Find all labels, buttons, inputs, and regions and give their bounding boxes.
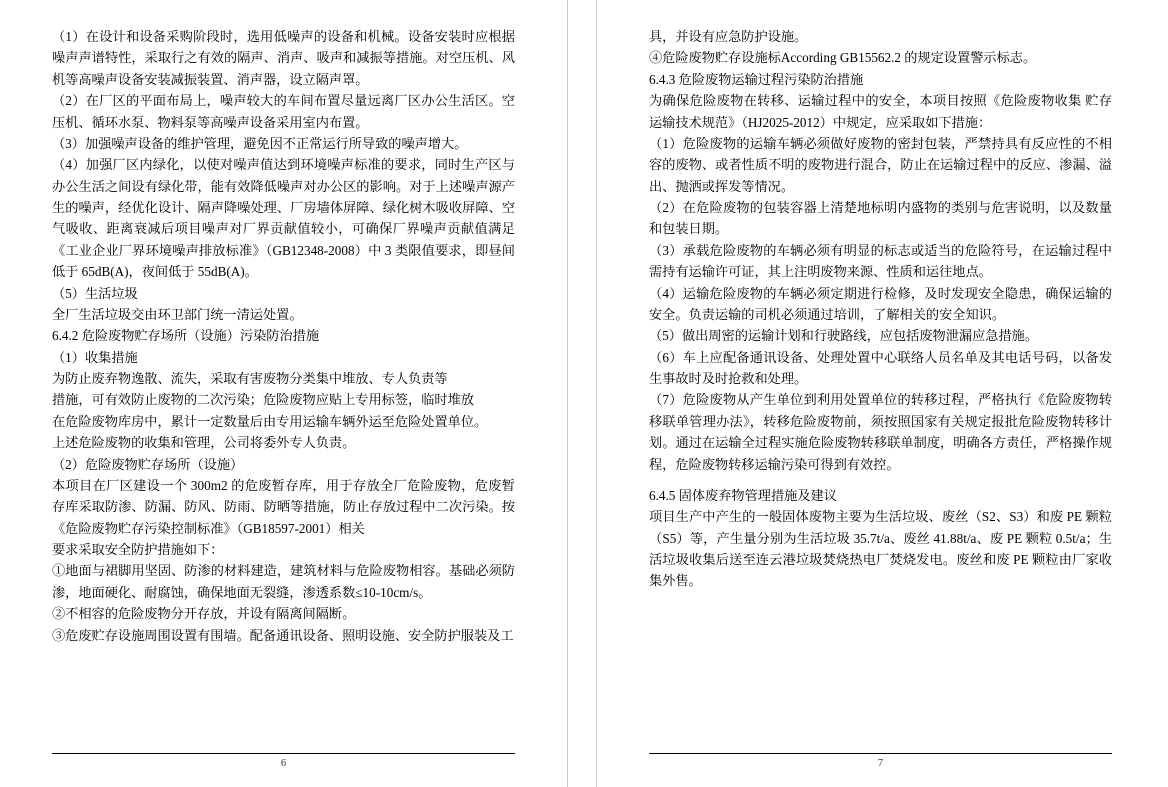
paragraph: （1）收集措施: [52, 349, 138, 365]
page-right-footer: [649, 753, 1112, 769]
paragraph: （6）车上应配备通讯设备、处理处置中心联络人员名单及其电话号码，以备发生事故时及时抢救和处理。: [649, 349, 1112, 386]
paragraph: （7）危险废物从产生单位到利用处置单位的转移过程，严格执行《危险废物转移联单管理办法》，转移危险废物前，须按照国家有关规定报批危险废物转移计划。通过在运输全过程实施危险废物转移联单制度，明确各方责任，严格操作规程，危险废物转移运输污染可得到有效控。: [649, 392, 1112, 472]
paragraph: 项目生产中产生的一般固体废物主要为生活垃圾、废丝（S2、S3）和废 PE 颗粒（S5）等，产生量分别为生活垃圾 35.7t/a、废丝 41.88t/a、废 PE 颗粒 0.5t/a；生活垃圾收集后送至连云港垃圾焚烧热电厂焚烧发电。废丝和废 PE 颗粒由厂家收集外售。: [649, 509, 1112, 589]
paragraph: ①地面与裙脚用坚固、防渗的材料建造，建筑材料与危险废物相容。基础必须防渗，地面硬化、耐腐蚀，确保地面无裂缝，渗透系数≤10-10cm/s。: [52, 563, 515, 600]
page-right-body: [649, 26, 1112, 592]
footer-divider: [649, 753, 1112, 754]
paragraph: 上述危险废物的收集和管理，公司将委外专人负责。: [52, 435, 356, 451]
paragraph: （1）在设计和设备采购阶段时，选用低噪声的设备和机械。设备安装时应根据噪声声谱特性，采取行之有效的隔声、消声、吸声和减振等措施。对空压机、风机等高噪声设备安装减振装置、消声器，设立隔声罩。: [52, 29, 515, 87]
paragraph: （5）做出周密的运输计划和行驶路线，应包括废物泄漏应急措施。: [649, 328, 1039, 344]
paragraph: ④危险废物贮存设施标According GB15562.2 的规定设置警示标志。: [649, 50, 1037, 66]
paragraph: 措施，可有效防止废物的二次污染；危险废物应贴上专用标签，临时堆放: [52, 392, 474, 408]
paragraph: ②不相容的危险废物分开存放，并设有隔离间隔断。: [52, 606, 356, 622]
paragraph: 要求采取安全防护措施如下：: [52, 542, 224, 557]
page-left-body: [52, 26, 515, 646]
paragraph: （4）运输危险废物的车辆必须定期进行检修，及时发现安全隐患，确保运输的安全。负责运输的司机必须通过培训，了解相关的安全知识。: [649, 285, 1112, 322]
paragraph: 本项目在厂区建设一个 300m2 的危废暂存库，用于存放全厂危险废物，危废暂存库采取防渗、防漏、防风、防雨、防晒等措施，防止存放过程中二次污染。按《危险废物贮存污染控制标准》（GB18597-2001）相关: [52, 477, 515, 536]
paragraph: （2）在危险废物的包装容器上清楚地标明内盛物的类别与危害说明，以及数量和包装日期。: [649, 200, 1112, 237]
paragraph: （5）生活垃圾: [52, 285, 138, 301]
footer-divider: [52, 753, 515, 754]
page-number: 7: [877, 758, 884, 769]
paragraph: （2）危险废物贮存场所（设施）: [52, 456, 244, 472]
spread-gutter: [568, 0, 597, 787]
page-number: 6: [280, 758, 287, 769]
page-left-footer: [52, 753, 515, 769]
paragraph: 在危险废物库房中，累计一定数量后由专用运输车辆外运至危险处置单位。: [52, 413, 488, 429]
page-right: [597, 0, 1168, 787]
section-heading: 6.4.3 危险废物运输过程污染防治措施: [649, 71, 864, 87]
page-left: [0, 0, 568, 787]
paragraph: （3）承载危险废物的车辆必须有明显的标志或适当的危险符号，在运输过程中需持有运输许可证，其上注明废物来源、性质和运往地点。: [649, 242, 1112, 280]
paragraph: （1）危险废物的运输车辆必须做好废物的密封包装，严禁持具有反应性的不相容的废物、或者性质不明的废物进行混合，防止在运输过程中的反应、渗漏、溢出、抛洒或挥发等情况。: [649, 135, 1112, 194]
paragraph: （4）加强厂区内绿化，以使对噪声值达到环境噪声标准的要求，同时生产区与办公生活之间设有绿化带，能有效降低噪声对办公区的影响。对于上述噪声源产生的噪声，经优化设计、隔声降噪处理、厂房墙体屏障、绿化树木吸收屏障、空气吸收、距离衰减后项目噪声对厂界贡献值较小，可确保厂界噪声贡献值满足《工业企业厂界环境噪声排放标准》（GB12348-2008）中 3 类限值要求，即昼间低于 65dB(A)，夜间低于 55dB(A)。: [52, 157, 515, 280]
section-heading: 6.4.5 固体废弃物管理措施及建议: [649, 487, 837, 503]
paragraph: 为防止废弃物逸散、流失，采取有害废物分类集中堆放、专人负责等: [52, 371, 448, 386]
section-heading: 6.4.2 危险废物贮存场所（设施）污染防治措施: [52, 328, 320, 344]
paragraph: 具，并设有应急防护设施。: [649, 29, 808, 44]
paragraph: （3）加强噪声设备的维护管理，避免因不正常运行所导致的噪声增大。: [52, 135, 468, 151]
paragraph: ③危废贮存设施周围设置有围墙。配备通讯设备、照明设施、安全防护服装及工: [52, 627, 514, 643]
paragraph: 为确保危险废物在转移、运输过程中的安全，本项目按照《危险废物收集 贮存 运输技术规范》（HJ2025-2012）中规定，应采取如下措施：: [649, 93, 1112, 130]
paragraph: （2）在厂区的平面布局上，噪声较大的车间布置尽量远离厂区办公生活区。空压机、循环水泵、物料泵等高噪声设备采用室内布置。: [52, 93, 515, 130]
paragraph: 全厂生活垃圾交由环卫部门统一清运处置。: [52, 306, 303, 322]
